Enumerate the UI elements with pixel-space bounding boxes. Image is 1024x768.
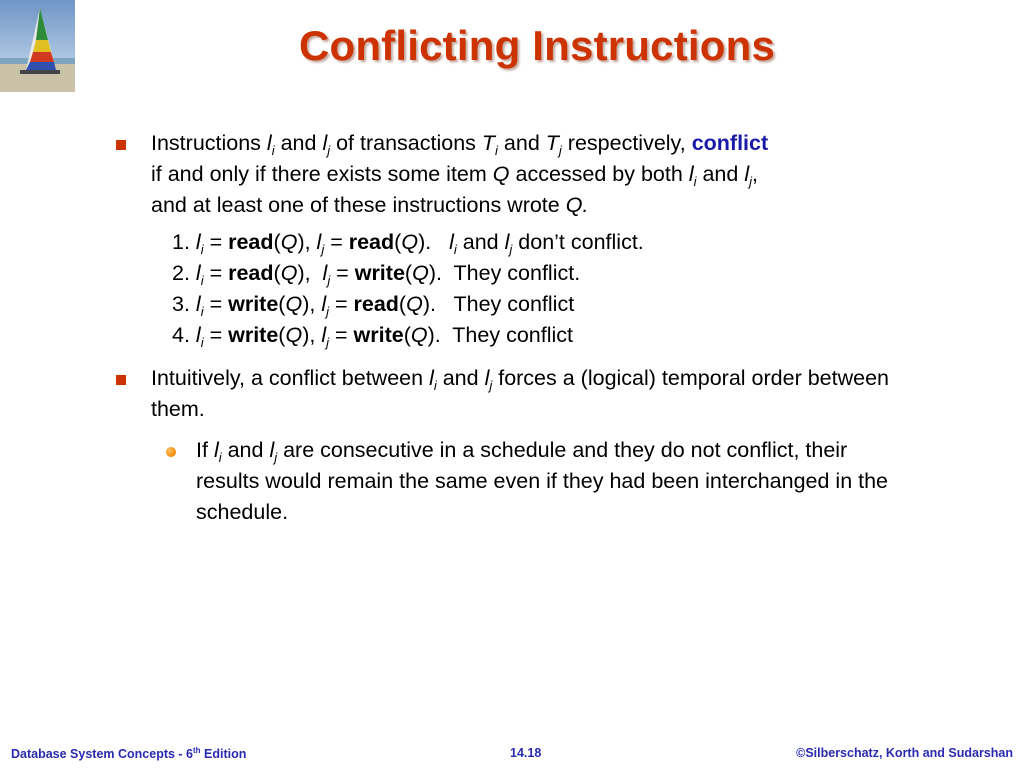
item-number: 3.	[172, 292, 190, 316]
sub-i: i	[271, 143, 275, 158]
slide-number: 14.18	[510, 746, 542, 760]
text-accessed-by-both: accessed by both	[515, 162, 683, 186]
text-and: and	[280, 131, 317, 155]
case-result: They conflict	[452, 323, 573, 347]
var-Q-period: Q.	[565, 193, 589, 217]
op-read: read	[348, 230, 395, 254]
text-and: and	[702, 162, 739, 186]
text-respectively: respectively,	[567, 131, 686, 155]
text-if: If	[196, 438, 208, 462]
sub-i: i	[693, 174, 697, 189]
item-number: 2.	[172, 261, 190, 285]
op-write: write	[228, 292, 279, 316]
sub-j: j	[327, 143, 331, 158]
text-at-least-one: and at least one of these instructions wrote	[151, 193, 560, 217]
op-read: read	[353, 292, 399, 316]
text-comma: ,	[752, 162, 758, 186]
square-bullet-icon	[116, 140, 126, 150]
case-result: don’t conflict.	[518, 230, 644, 254]
var-li: l	[688, 162, 694, 186]
bullet-definition	[112, 128, 902, 221]
op-write: write	[353, 323, 404, 347]
op-write: write	[354, 261, 405, 285]
footer-copyright: ©Silberschatz, Korth and Sudarshan	[796, 746, 1013, 760]
var-lj: l	[322, 131, 328, 155]
case-result: They conflict	[453, 292, 575, 316]
list-item: 4. $l_i$ = write(Q), $l_j$ = write(Q). They conflict	[172, 323, 573, 350]
var-Q: Q	[492, 162, 510, 186]
list-item: 2. $l_i$ = read(Q), $l_j$ = write(Q). They conflict.	[172, 261, 581, 288]
op-write: write	[228, 323, 279, 347]
text-instructions: Instructions	[151, 131, 261, 155]
subbullet-consecutive: If $l_i$ and $l_j$ are consecutive in a schedule and they do not conflict, their results would remain the same even if they had been interchanged in the schedule.	[112, 435, 902, 528]
text-consecutive: are consecutive in a schedule and they do not conflict, their results would remain the same even if they had been interchanged in the schedule.	[196, 438, 889, 524]
sub-i: i	[495, 143, 498, 158]
case-result: They conflict.	[453, 261, 581, 285]
footer-book-title: Database System Concepts - 6th Edition	[11, 746, 247, 762]
slide-footer	[0, 746, 1024, 764]
sub-j: j	[558, 143, 562, 158]
list-item: 1. $l_i$ = read(Q), $l_j$ = read(Q). $l_i$ and $l_j$ don’t conflict.	[172, 230, 644, 257]
keyword-conflict: conflict	[691, 131, 769, 155]
slide-title: Conflicting Instructions	[298, 22, 776, 69]
square-bullet-icon	[116, 375, 126, 385]
text-forces-order: forces a (logical) temporal order between them.	[151, 366, 889, 421]
var-Ti: T	[481, 131, 496, 155]
conflict-cases-list	[172, 227, 902, 351]
var-Tj: T	[545, 131, 559, 155]
op-read: read	[228, 261, 274, 285]
var-li: l	[266, 131, 272, 155]
text-if-and-only-if: if and only if there exists some item	[151, 162, 487, 186]
text-intuitively: Intuitively, a conflict between	[151, 366, 424, 390]
slide-content	[112, 128, 902, 528]
text-and: and	[503, 131, 540, 155]
op-read: read	[228, 230, 274, 254]
var-lj: l	[744, 162, 750, 186]
item-number: 4.	[172, 323, 190, 347]
round-bullet-icon	[166, 447, 176, 457]
bullet-intuition: Intuitively, a conflict between $l_i$ and $l_j$ forces a (logical) temporal order between them.	[112, 363, 902, 425]
text-of-transactions: of transactions	[336, 131, 476, 155]
list-item: 3. $l_i$ = write(Q), $l_j$ = read(Q). They conflict	[172, 292, 575, 319]
sub-j: j	[749, 174, 752, 189]
item-number: 1.	[172, 230, 190, 254]
